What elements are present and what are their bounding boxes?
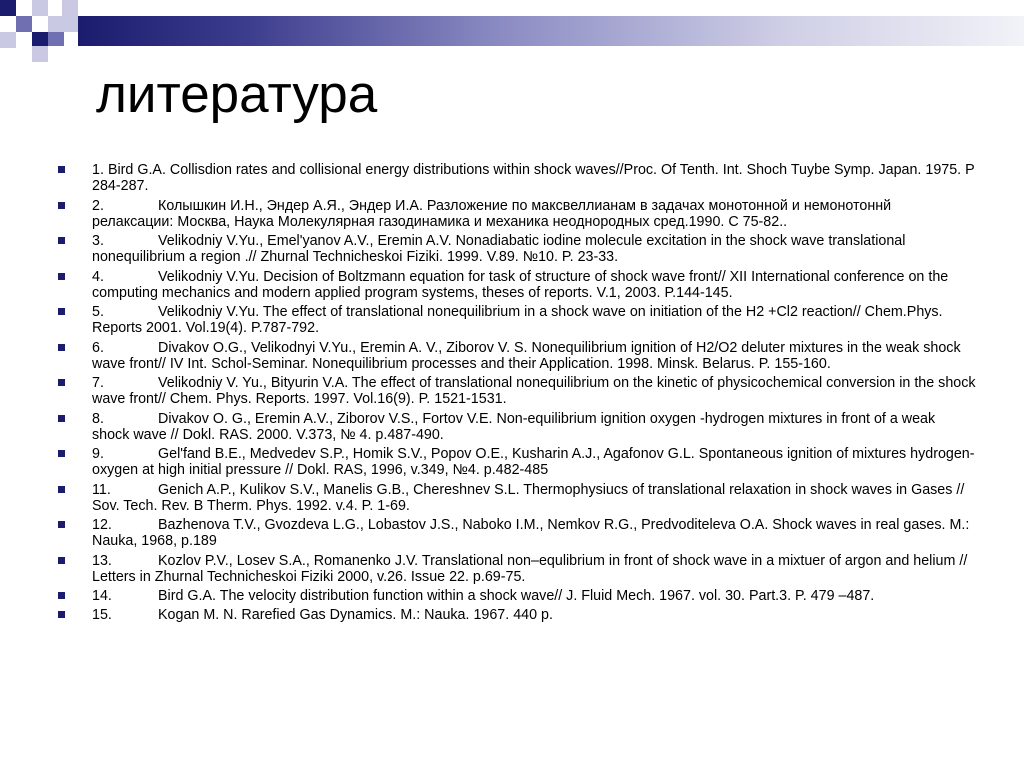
slide-title: литература	[96, 65, 378, 124]
decor-square	[32, 0, 48, 16]
reference-number: 12.	[92, 517, 112, 533]
square-bullet-icon	[58, 379, 65, 386]
reference-text: Bazhenova T.V., Gvozdeva L.G., Lobastov J.S., Naboko I.M., Nemkov R.G., Predvoditeleva O.A. Shock waves in real gases. M.: Nauka, 1968, p.189	[92, 517, 970, 550]
reference-item	[56, 304, 976, 336]
decor-square	[32, 46, 48, 62]
square-bullet-icon	[58, 592, 65, 599]
square-bullet-icon	[58, 166, 65, 173]
reference-item	[56, 607, 976, 623]
reference-text: Bird G.A. The velocity distribution function within a shock wave// J. Fluid Mech. 1967. vol. 30. Part.3. P. 479 –487.	[158, 588, 875, 604]
decor-square	[48, 32, 64, 46]
reference-item	[56, 446, 976, 478]
reference-number: 6.	[92, 339, 104, 356]
reference-text: Divakov O.G., Velikodnyi V.Yu., Eremin A. V., Ziborov V. S. Nonequilibrium ignition of H2/O2 deluter mixtures in the weak shock wave front// IV Int. Schol-Seminar. Nonequilibrium processes and their Application. 1998. Minsk. Belarus. P. 155-160.	[92, 339, 961, 372]
reference-item	[56, 269, 976, 301]
reference-item	[56, 233, 976, 265]
reference-text: Kozlov P.V., Losev S.A., Romanenko J.V. Translational non–equlibrium in front of shock wave in a mixtuer of argon and helium // Letters in Zhurnal Technicheskoi Fiziki 2000, v.26. Issue 22. p.69-75.	[92, 552, 968, 585]
decor-square	[0, 0, 16, 16]
reference-number: 1.	[92, 162, 104, 178]
decor-square	[16, 16, 32, 32]
reference-number: 7.	[92, 375, 104, 391]
header-gradient-bar	[78, 16, 1024, 46]
reference-item	[56, 162, 976, 194]
reference-text: Velikodniy V.Yu., Emel'yanov A.V., Eremin A.V. Nonadiabatic iodine molecule excitation in the shock wave translational nonequilibrium a region .// Zhurnal Technicheskoi Fiziki. 1999. V.89. №10. P. 23-33.	[92, 233, 906, 266]
reference-text: Bird G.A. Collisdion rates and collisional energy distributions within shock waves//Proc. Of Tenth. Int. Shoch Tuybe Symp. Japan. 1975. P 284-287.	[92, 162, 975, 195]
reference-text: Gel'fand B.E., Medvedev S.P., Homik S.V., Popov O.E., Kusharin A.J., Agafonov G.L. Spontaneous ignition of mixtures hydrogen-oxygen at high initial pressure // Dokl. RAS, 1996, v.349, №4. p.482-485	[92, 446, 975, 479]
square-bullet-icon	[58, 308, 65, 315]
reference-text: Velikodniy V.Yu. The effect of translational nonequilibrium in a shock wave on initiation of the H2 +Cl2 reaction// Chem.Phys. Reports 2001. Vol.19(4). P.787-792.	[92, 304, 943, 337]
reference-number: 13.	[92, 552, 112, 569]
square-bullet-icon	[58, 273, 65, 280]
decor-square	[0, 32, 16, 48]
square-bullet-icon	[58, 237, 65, 244]
reference-item	[56, 375, 976, 407]
square-bullet-icon	[58, 486, 65, 493]
square-bullet-icon	[58, 344, 65, 351]
reference-item	[56, 340, 976, 372]
reference-number: 14.	[92, 588, 112, 604]
reference-list	[56, 162, 976, 627]
reference-number: 15.	[92, 607, 112, 624]
reference-number: 9.	[92, 446, 104, 462]
reference-item	[56, 198, 976, 230]
square-bullet-icon	[58, 521, 65, 528]
square-bullet-icon	[58, 450, 65, 457]
reference-text: Genich A.P., Kulikov S.V., Manelis G.B., Chereshnev S.L. Thermophysiucs of translational relaxation in shock waves in Gases // Sov. Tech. Rev. B Therm. Phys. 1992. v.4. P. 1-69.	[92, 481, 965, 514]
reference-text: Колышкин И.Н., Эндер А.Я., Эндер И.А. Разложение по максвеллианам в задачах монотонной и немонотоннй релаксации: Москва, Наука Молекулярная газодинамика и механика неоднородных сред.1990. С 75-82..	[92, 197, 892, 230]
reference-number: 2.	[92, 197, 104, 214]
reference-item	[56, 411, 976, 443]
reference-item	[56, 517, 976, 549]
reference-number: 11.	[92, 481, 111, 498]
decor-square	[32, 32, 48, 46]
reference-text: Divakov O. G., Eremin A.V., Ziborov V.S., Fortov V.E. Non-equilibrium ignition oxygen -hydrogen mixtures in front of a weak shock wave // Dokl. RAS. 2000. V.373, № 4. p.487-490.	[92, 410, 936, 443]
reference-number: 4.	[92, 268, 104, 285]
reference-text: Velikodniy V.Yu. Decision of Boltzmann equation for task of structure of shock wave front// XII International conference on the computing mechanics and modern applied program systems, theses of reports. V.1, 2003. P.144-145.	[92, 268, 949, 301]
square-bullet-icon	[58, 557, 65, 564]
reference-number: 5.	[92, 304, 104, 320]
square-bullet-icon	[58, 415, 65, 422]
decor-square	[62, 0, 78, 16]
decor-square	[48, 16, 78, 32]
reference-text: Velikodniy V. Yu., Bityurin V.A. The effect of translational nonequilibrium on the kinetic of physicochemical conversion in the shock wave front// Chem. Phys. Reports. 1997. Vol.16(9). P. 1521-1531.	[92, 375, 976, 408]
square-bullet-icon	[58, 202, 65, 209]
reference-number: 8.	[92, 410, 104, 427]
reference-item	[56, 553, 976, 585]
square-bullet-icon	[58, 611, 65, 618]
reference-item	[56, 588, 976, 604]
reference-number: 3.	[92, 233, 104, 249]
reference-text: Kogan M. N. Rarefied Gas Dynamics. M.: Nauka. 1967. 440 p.	[158, 607, 553, 624]
reference-item	[56, 482, 976, 514]
